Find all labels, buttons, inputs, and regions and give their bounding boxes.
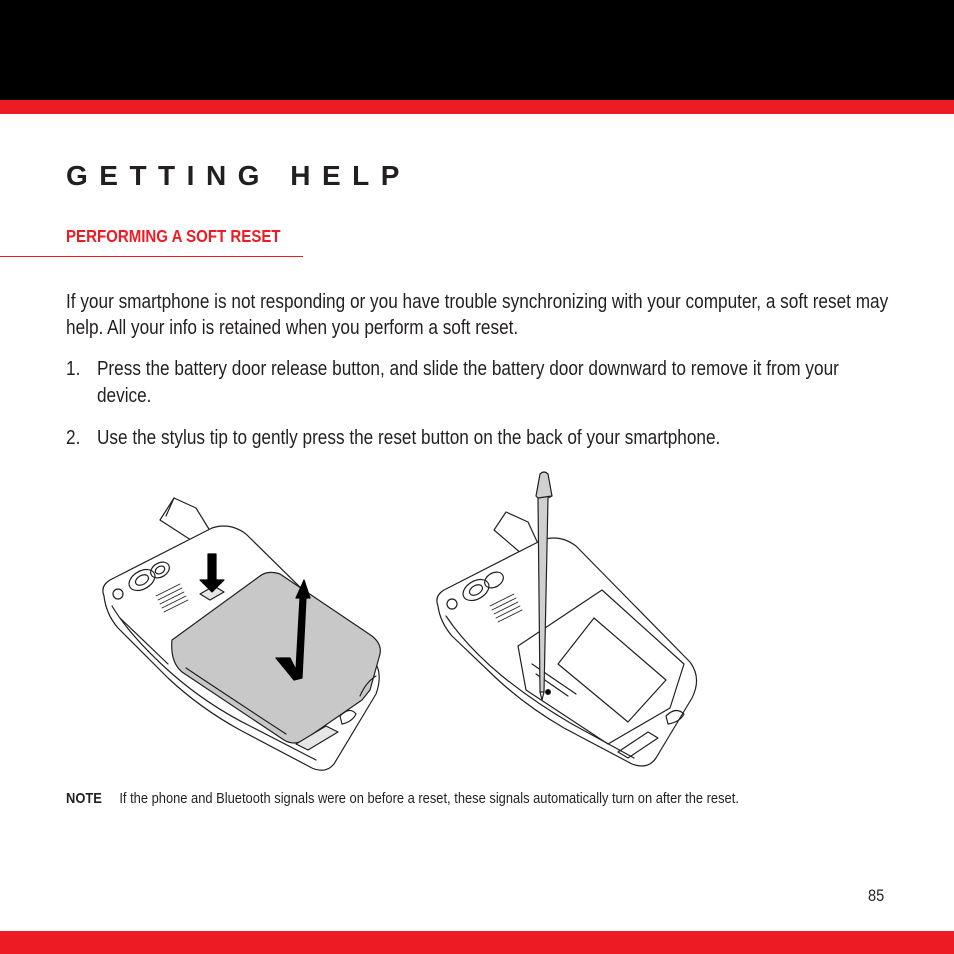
illustrations (90, 468, 710, 778)
section-divider (0, 256, 303, 257)
step-number: 2. (66, 427, 81, 449)
step-text: Use the stylus tip to gently press the reset button on the back of your smartphone. (96, 427, 721, 449)
note (66, 789, 926, 809)
intro-paragraph: If your smartphone is not responding or you have trouble synchronizing with your computer, a soft reset may help. All your info is retained when you perform a soft reset. (66, 291, 889, 339)
step-text: Press the battery door release button, and slide the battery door downward to remove it from your device. (96, 358, 839, 407)
smartphone-battery-door-removal-illustration (103, 498, 380, 770)
note-label: NOTE (66, 790, 102, 807)
chapter-title: GETTING HELP (66, 160, 411, 191)
note-text: If the phone and Bluetooth signals were on before a reset, these signals automatically turn on after the reset. (119, 790, 739, 807)
smartphone-stylus-reset-illustration (437, 472, 697, 766)
step-number: 1. (66, 358, 81, 380)
header-accent-stripe (0, 100, 954, 114)
header-bar (0, 0, 954, 100)
page-number: 85 (868, 886, 885, 905)
footer-accent-stripe (0, 931, 954, 954)
section-heading: PERFORMING A SOFT RESET (66, 226, 281, 246)
